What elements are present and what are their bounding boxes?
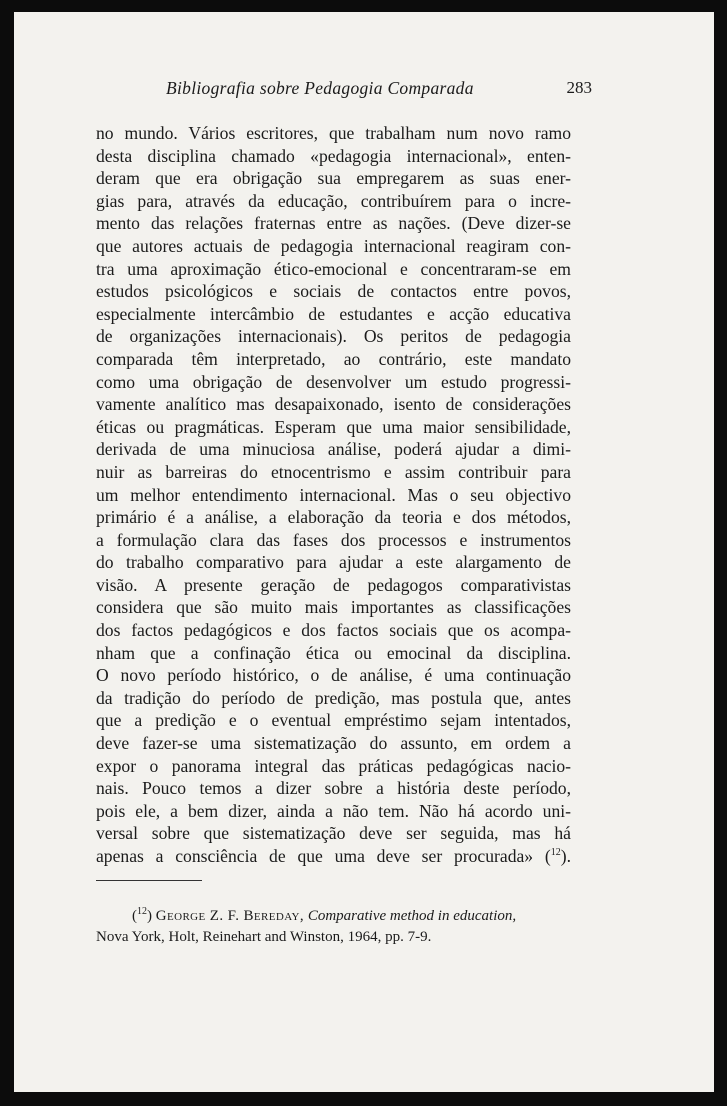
text-line: éticas ou pragmáticas. Esperam que uma maior sensibilidade, — [96, 416, 571, 437]
text-line: expor o panorama integral das práticas pedagógicas nacio- — [96, 755, 571, 776]
running-title: Bibliografia sobre Pedagogia Comparada — [166, 78, 474, 98]
text-line: estudos psicológicos e sociais de contactos entre povos, — [96, 281, 571, 302]
text-line-last — [96, 845, 571, 868]
text-line: comparada têm interpretado, ao contrário, este mandato — [96, 348, 571, 369]
footnote-title: Comparative method in education, — [307, 908, 517, 924]
text-line: mento das relações fraternas entre as nações. (Deve dizer-se — [96, 213, 571, 234]
text-line: desta disciplina chamado «pedagogia internacional», enten- — [96, 145, 571, 166]
text-line: que a predição e o eventual empréstimo sejam intentados, — [96, 710, 571, 731]
page-number: 283 — [566, 78, 592, 97]
text-line: deram que era obrigação sua empregarem as suas ener- — [96, 168, 571, 189]
text-line: visão. A presente geração de pedagogos comparativistas — [96, 574, 571, 595]
footnote-open-paren: ( — [132, 908, 137, 924]
text-line: que autores actuais de pedagogia internacional reagiram con- — [96, 235, 571, 256]
text-line: versal sobre que sistematização deve ser seguida, mas há — [96, 823, 571, 844]
footnote-close-paren: ) — [147, 908, 152, 924]
text-line: O novo período histórico, o de análise, é uma continuação — [96, 665, 571, 686]
footnote-reference[interactable]: 12 — [550, 847, 561, 859]
text-line: tra uma aproximação ético-emocional e concentraram-se em — [96, 258, 571, 279]
text-line: derivada de uma minuciosa análise, poderá ajudar a dimi- — [96, 439, 571, 460]
footnote — [96, 906, 571, 948]
text-line: nham que a confinação ética ou emocinal da disciplina. — [96, 642, 571, 663]
document-page — [14, 12, 714, 1092]
last-line-end: ). — [560, 846, 571, 866]
text-line: primário é a análise, a elaboração da teoria e dos métodos, — [96, 507, 571, 528]
footnote-divider — [96, 880, 202, 881]
text-line: de organizações internacionais). Os peritos de pedagogia — [96, 326, 571, 347]
footnote-line-1 — [96, 906, 571, 927]
text-line: nais. Pouco temos a dizer sobre a história deste período, — [96, 778, 571, 799]
text-line: gias para, através da educação, contribuírem para o incre- — [96, 190, 571, 211]
text-line: considera que são muito mais importantes as classificações — [96, 597, 571, 618]
running-head — [96, 78, 592, 102]
text-line: pois ele, a bem dizer, ainda a não tem. Não há acordo uni- — [96, 800, 571, 821]
text-line: deve fazer-se uma sistematização do assunto, em ordem a — [96, 733, 571, 754]
text-line: como uma obrigação de desenvolver um estudo progressi- — [96, 371, 571, 392]
footnote-number: 12 — [137, 906, 147, 917]
text-line: um melhor entendimento internacional. Mas o seu objectivo — [96, 484, 571, 505]
text-line: da tradição do período de predição, mas postula que, antes — [96, 687, 571, 708]
body-text — [96, 122, 571, 868]
footnote-author: George Z. F. Bereday, — [155, 908, 305, 924]
text-line: nuir as barreiras do etnocentrismo e assim contribuir para — [96, 461, 571, 482]
last-line-text: apenas a consciência de que uma deve ser procurada» ( — [96, 846, 551, 866]
text-line: especialmente intercâmbio de estudantes e acção educativa — [96, 303, 571, 324]
text-line: do trabalho comparativo para ajudar a este alargamento de — [96, 552, 571, 573]
text-line: a formulação clara das fases dos processos e instrumentos — [96, 529, 571, 550]
text-line: dos factos pedagógicos e dos factos sociais que os acompa- — [96, 620, 571, 641]
text-line: vamente analítico mas desapaixonado, isento de considerações — [96, 394, 571, 415]
footnote-publication: Nova York, Holt, Reinehart and Winston, 1964, pp. 7-9. — [96, 929, 432, 945]
text-line: no mundo. Vários escritores, que trabalham num novo ramo — [96, 123, 571, 143]
